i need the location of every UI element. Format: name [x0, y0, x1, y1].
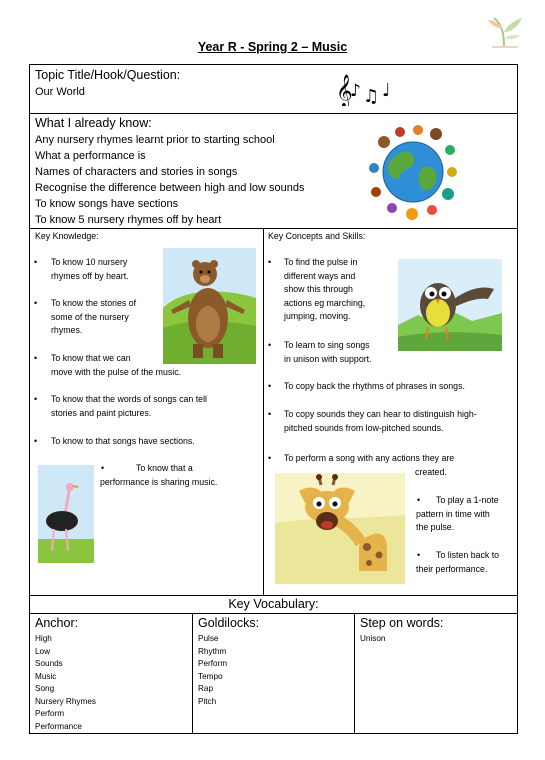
vocab-word-list: [35, 633, 96, 733]
list-item: What a performance is: [35, 150, 146, 162]
svg-text:♫: ♫: [363, 86, 380, 106]
list-item: Nursery Rhymes: [35, 696, 96, 706]
bullet-icon: •: [268, 453, 272, 463]
key-concepts-section: [263, 228, 518, 596]
list-item: Recognise the difference between high and low sounds: [35, 182, 305, 194]
bullet-icon: •: [417, 495, 421, 505]
list-item: To know that a performance is sharing music.: [100, 463, 218, 487]
music-notes-icon: [336, 72, 400, 106]
topic-value: Our World: [35, 86, 85, 98]
vocab-column-goldilocks: [192, 613, 355, 734]
bullet-icon: •: [268, 257, 272, 267]
list-item: To copy sounds they can hear to distinguish high- pitched sounds from low-pitched sounds.: [284, 409, 477, 433]
vocab-word-list: [360, 633, 386, 646]
vocab-word-list: [198, 633, 227, 708]
bullet-icon: •: [417, 550, 421, 560]
bullet-icon: •: [268, 381, 272, 391]
list-item: Music: [35, 671, 57, 681]
list-item: To know 10 nursery rhymes off by heart.: [51, 257, 129, 281]
list-item: Rap: [198, 684, 214, 693]
list-item: Any nursery rhymes learnt prior to starting school: [35, 134, 275, 146]
list-item: Tempo: [198, 671, 223, 681]
svg-text:♩: ♩: [382, 80, 391, 101]
list-item: To learn to sing songs in unison with support.: [284, 340, 372, 364]
bear-icon: [163, 248, 256, 364]
list-item: Perform: [35, 709, 65, 718]
list-item: Song: [35, 684, 55, 693]
list-item: Perform: [198, 659, 228, 668]
list-item: To listen back to their performance.: [416, 550, 500, 574]
list-item: To perform a song with any actions they are created.: [284, 453, 455, 477]
page-title: Year R - Spring 2 – Music: [197, 40, 348, 54]
vocab-column-heading: Anchor:: [35, 616, 79, 630]
prior-heading: What I already know:: [35, 116, 152, 130]
list-item: To know songs have sections: [35, 198, 179, 210]
list-item: Pulse: [198, 634, 219, 643]
bullet-icon: •: [34, 298, 38, 308]
list-item: Rhythm: [198, 646, 227, 656]
list-item: High: [35, 634, 52, 643]
bullet-icon: •: [268, 340, 272, 350]
list-item: To know to that songs have sections.: [51, 436, 195, 446]
ostrich-icon: [38, 465, 94, 563]
vocab-heading: Key Vocabulary:: [228, 597, 319, 611]
svg-text:𝄞: 𝄞: [336, 74, 353, 106]
svg-text:♪: ♪: [350, 81, 361, 101]
globe-with-animals-icon: [368, 122, 458, 220]
list-item: To know that we can move with the pulse of the music.: [51, 353, 182, 377]
list-item: Sounds: [35, 659, 63, 668]
prior-list: [35, 132, 304, 228]
giraffe-icon: [275, 473, 405, 584]
list-item: To know that the words of songs can tell stories and paint pictures.: [51, 394, 207, 418]
concepts-heading: Key Concepts and Skills:: [268, 231, 366, 241]
list-item: To copy back the rhythms of phrases in songs.: [284, 381, 465, 391]
bullet-icon: •: [34, 436, 38, 446]
list-item: To find the pulse in different ways and show this through actions eg marching, jumping, moving.: [284, 257, 366, 322]
list-item: To know the stories of some of the nursery rhymes.: [51, 298, 137, 336]
bullet-icon: •: [34, 394, 38, 404]
vocab-column-anchor: [29, 613, 193, 734]
list-item: Low: [35, 646, 51, 656]
list-item: Unison: [360, 634, 386, 643]
topic-heading: Topic Title/Hook/Question:: [35, 68, 181, 82]
list-item: Names of characters and stories in songs: [35, 166, 238, 178]
list-item: Pitch: [198, 696, 217, 706]
vocab-column-heading: Goldilocks:: [198, 616, 260, 630]
topic-section: [29, 64, 518, 114]
bullet-icon: •: [34, 257, 38, 267]
bullet-icon: •: [34, 353, 38, 363]
vocab-column-step-on-words: [354, 613, 518, 734]
key-knowledge-section: [29, 228, 264, 596]
bullet-icon: •: [101, 463, 105, 473]
bullet-icon: •: [268, 409, 272, 419]
vocab-section-header: [29, 595, 518, 614]
owl-icon: [398, 259, 502, 351]
list-item: To know 5 nursery rhymes off by heart: [35, 214, 222, 226]
knowledge-heading: Key Knowledge:: [35, 231, 99, 241]
vocab-column-heading: Step on words:: [360, 616, 444, 630]
list-item: Performance: [35, 721, 82, 731]
prior-knowledge-section: [29, 113, 518, 229]
list-item: To play a 1-note pattern in time with the pulse.: [416, 495, 499, 533]
